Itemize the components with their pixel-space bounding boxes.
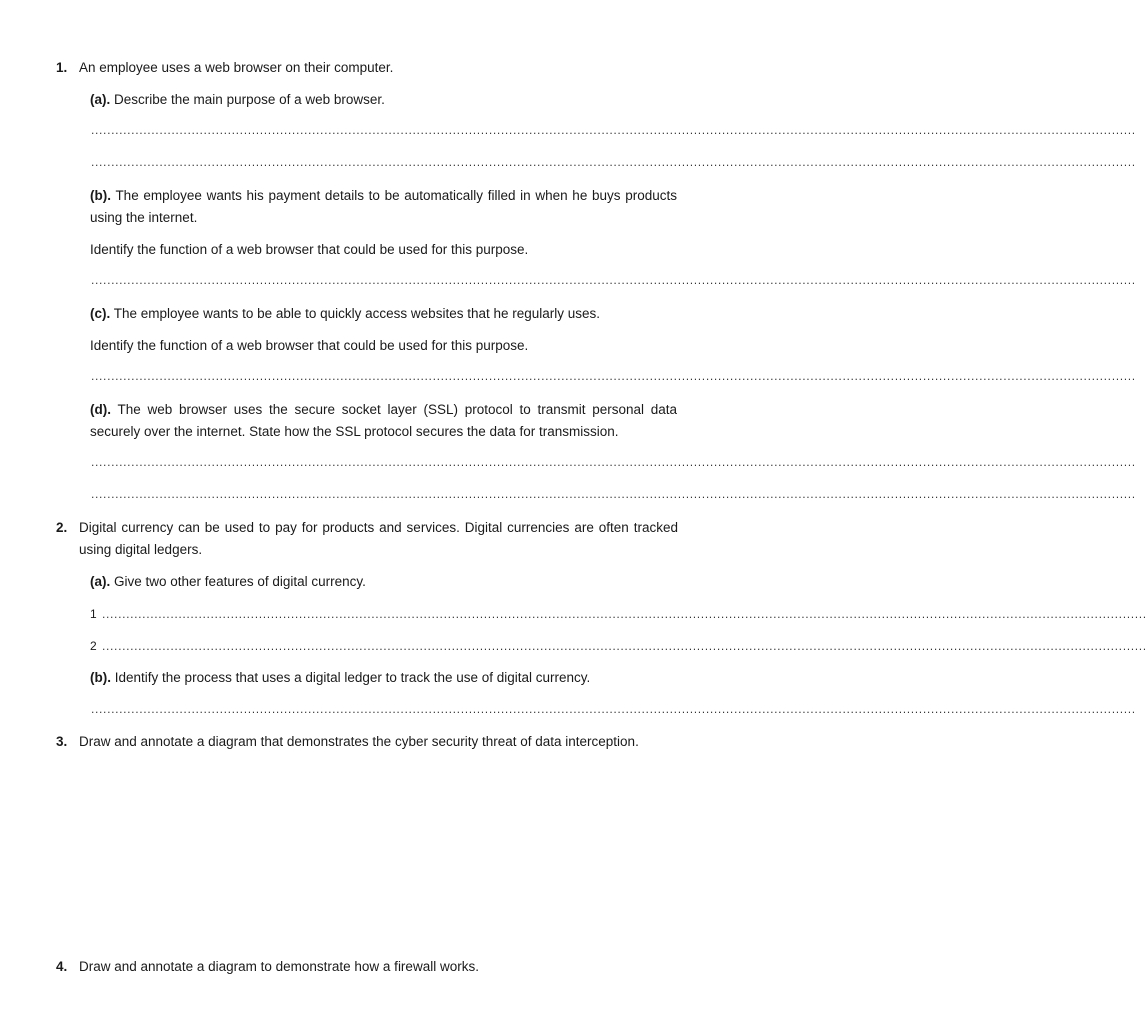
part-label: (c). <box>90 306 111 321</box>
answer-line[interactable]: .................................................................................................................................................................................................................................................................... <box>90 459 1135 469</box>
answer-line[interactable]: .................................................................................................................................................................................................................................................................... <box>90 491 1135 501</box>
part-label: (b). <box>90 670 111 685</box>
part-text: Give two other features of digital currency. <box>114 574 366 589</box>
line-number: 1 <box>90 607 97 621</box>
answer-dots: .................................................................................................................................................................................................................................................................... <box>101 643 1146 653</box>
part-label: (a). <box>90 92 111 107</box>
answer-line[interactable]: .................................................................................................................................................................................................................................................................... <box>90 706 1135 716</box>
part-text: The employee wants to be able to quickly access websites that he regularly uses. <box>113 306 601 321</box>
question-1a <box>90 89 677 111</box>
answer-line[interactable]: .................................................................................................................................................................................................................................................................... <box>90 277 1135 287</box>
part-label: (d). <box>90 402 111 417</box>
part-text: Identify the process that uses a digital ledger to track the use of digital currency. <box>114 670 591 685</box>
answer-line[interactable]: .................................................................................................................................................................................................................................................................... <box>90 127 1135 137</box>
question-text: Draw and annotate a diagram to demonstrate how a firewall works. <box>79 959 479 974</box>
numbered-answer-line-2[interactable] <box>90 638 1146 654</box>
question-1c <box>90 303 677 325</box>
question-number: 3. <box>56 734 68 749</box>
question-4 <box>56 956 678 978</box>
question-1d <box>90 399 677 443</box>
question-2 <box>56 517 678 561</box>
question-number: 1. <box>56 60 68 75</box>
part-label: (a). <box>90 574 111 589</box>
part-text: Describe the main purpose of a web browser. <box>114 92 385 107</box>
part-instruction: Identify the function of a web browser that could be used for this purpose. <box>90 338 529 353</box>
part-label: (b). <box>90 188 111 203</box>
question-1 <box>56 57 678 79</box>
question-text: Digital currency can be used to pay for products and services. Digital currencies are often tracked using digital ledgers. <box>79 520 678 557</box>
question-2b <box>90 667 677 689</box>
part-instruction: Identify the function of a web browser that could be used for this purpose. <box>90 242 529 257</box>
answer-line[interactable]: .................................................................................................................................................................................................................................................................... <box>90 373 1135 383</box>
question-number: 4. <box>56 959 68 974</box>
part-text: The employee wants his payment details to be automatically filled in when he buys products using the internet. <box>90 188 677 225</box>
question-3 <box>56 731 678 753</box>
answer-dots: .................................................................................................................................................................................................................................................................... <box>101 611 1146 621</box>
answer-line[interactable]: .................................................................................................................................................................................................................................................................... <box>90 159 1135 169</box>
question-text: Draw and annotate a diagram that demonstrates the cyber security threat of data interception. <box>79 734 639 749</box>
question-text: An employee uses a web browser on their computer. <box>79 60 394 75</box>
line-number: 2 <box>90 639 97 653</box>
question-2a <box>90 571 677 593</box>
part-text: The web browser uses the secure socket layer (SSL) protocol to transmit personal data securely over the internet. State how the SSL protocol secures the data for transmission. <box>90 402 677 439</box>
numbered-answer-line-1[interactable] <box>90 606 1146 622</box>
question-number: 2. <box>56 520 68 535</box>
question-1b <box>90 185 677 229</box>
